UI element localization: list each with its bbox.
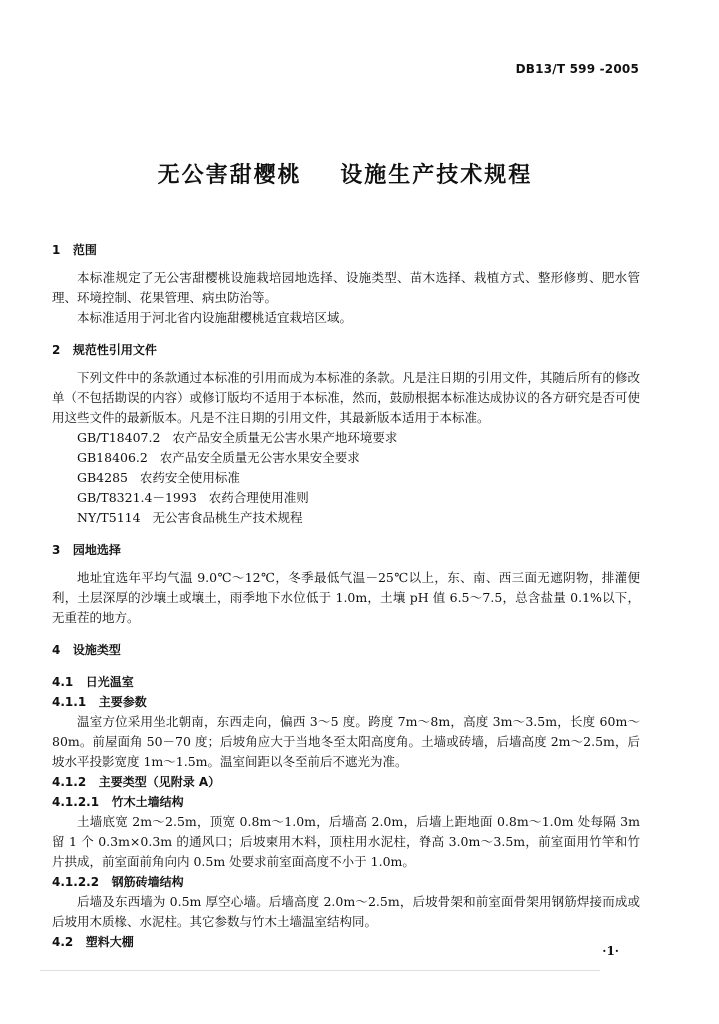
section-1-heading: 1 范围 (52, 243, 97, 257)
reference-item: GB/T18407.2 农产品安全质量无公害水果产地环境要求 (77, 430, 398, 445)
document-body (52, 240, 640, 952)
reference-item: GB/T8321.4－1993 农药合理使用准则 (77, 490, 309, 505)
section-4-1-1-heading: 4.1.1 主要参数 (52, 695, 147, 709)
reference-item: GB4285 农药安全使用标准 (77, 470, 240, 485)
section-4-1-1-paragraph: 温室方位采用坐北朝南，东西走向，偏西 3～5 度。跨度 7m～8m，高度 3m～3.5m，长度 60m～80m。前屋面角 50－70 度；后坡角应大于当地冬至太阳高度角。土墙或砖墙，后墙高度 2m～2.5m，后坡水平投影宽度 1m～1.5m。温室间距以冬至前后不遮光为准。 (52, 714, 640, 769)
section-1-paragraph: 本标准规定了无公害甜樱桃设施栽培园地选择、设施类型、苗木选择、栽植方式、整形修剪、肥水管理、环境控制、花果管理、病虫防治等。 (52, 270, 640, 305)
section-2-heading: 2 规范性引用文件 (52, 343, 157, 357)
section-4-1-2-1-heading: 4.1.2.1 竹木土墙结构 (52, 795, 184, 809)
footer-divider (40, 970, 600, 971)
section-4-2-heading: 4.2 塑料大棚 (52, 935, 134, 949)
page-number: ·1· (602, 944, 619, 958)
document-code: DB13/T 599 -2005 (515, 62, 639, 76)
section-4-1-2-1-paragraph: 土墙底宽 2m～2.5m，顶宽 0.8m～1.0m，后墙高 2.0m，后墙上距地面 0.8m～1.0m 处每隔 3m 留 1 个 0.3m×0.3m 的通风口；后坡柬用木料，顶柱用水泥柱，脊高 3.0m～3.5m，前室面用竹竿和竹片拱成，前室面前角向内 0.5m 处要求前室面高度不小于 1.0m。 (52, 814, 640, 869)
document-title: 无公害甜樱桃 设施生产技术规程 (157, 163, 533, 188)
reference-item: NY/T5114 无公害食品桃生产技术规程 (77, 510, 303, 525)
section-2-paragraph: 下列文件中的条款通过本标准的引用而成为本标准的条款。凡是注日期的引用文件，其随后所有的修改单（不包括勘误的内容）或修订版均不适用于本标准，然而，鼓励根据本标准达成协议的各方研究是否可使用这些文件的最新版本。凡是不注日期的引用文件，其最新版本适用于本标准。 (52, 370, 640, 425)
reference-item: GB18406.2 农产品安全质量无公害水果安全要求 (77, 450, 360, 465)
section-4-1-2-2-paragraph: 后墙及东西墙为 0.5m 厚空心墙。后墙高度 2.0m～2.5m，后坡骨架和前室面骨架用钢筋焊接而成或后坡用木质椽、水泥柱。其它参数与竹木土墙温室结构同。 (52, 894, 640, 929)
section-4-1-2-2-heading: 4.1.2.2 钢筋砖墙结构 (52, 875, 184, 889)
section-1-paragraph: 本标准适用于河北省内设施甜樱桃适宜栽培区域。 (77, 310, 353, 325)
section-3-heading: 3 园地选择 (52, 543, 121, 557)
section-4-heading: 4 设施类型 (52, 643, 121, 657)
section-4-1-heading: 4.1 日光温室 (52, 675, 134, 689)
section-4-1-2-heading: 4.1.2 主要类型（见附录 A） (52, 775, 221, 789)
section-3-paragraph: 地址宜选年平均气温 9.0℃～12℃，冬季最低气温－25℃以上，东、南、西三面无遮阴物，排灌便利，土层深厚的沙壤土或壤土，雨季地下水位低于 1.0m，土壤 pH 值 6.5～7.5，总含盐量 0.1%以下，无重茬的地方。 (52, 570, 640, 625)
